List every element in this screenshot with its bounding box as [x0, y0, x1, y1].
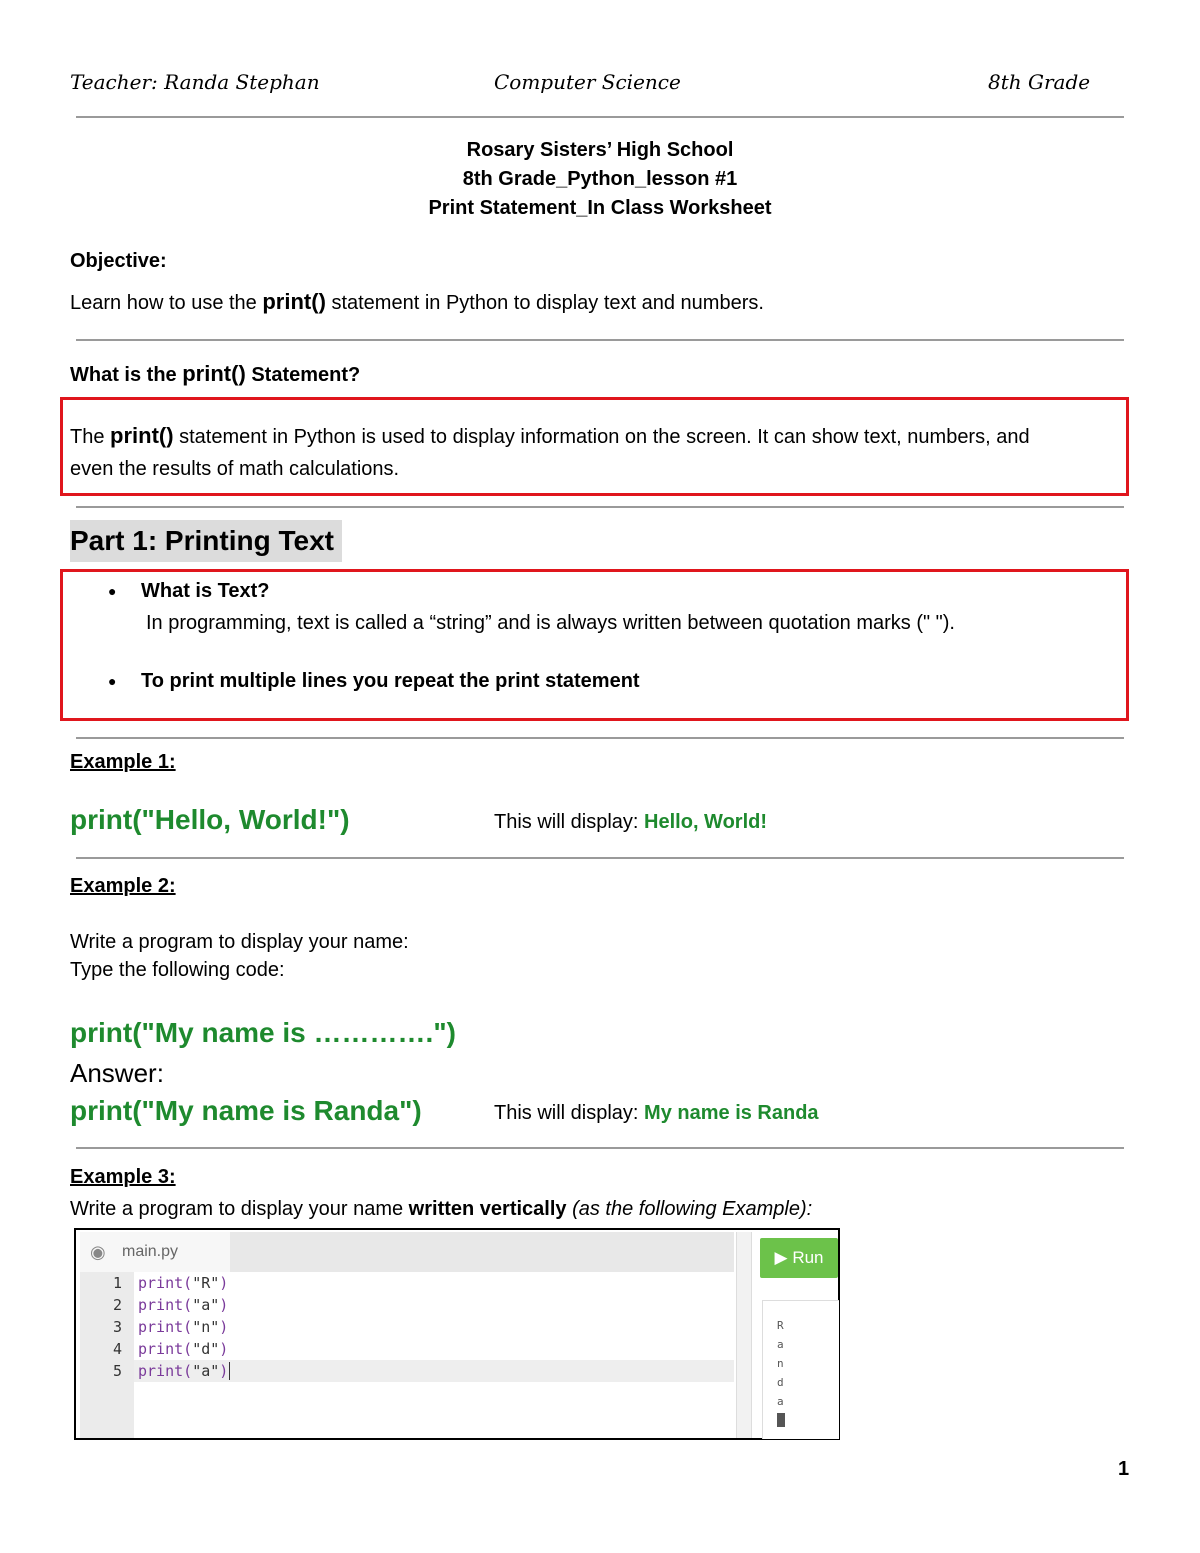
output-console	[762, 1300, 839, 1439]
line-number: 1	[112, 1274, 122, 1292]
code-fn: print(	[138, 1340, 193, 1358]
example2-display-label: This will display:	[494, 1102, 645, 1124]
run-button[interactable]	[760, 1238, 838, 1278]
output-char: n	[777, 1357, 784, 1370]
output-char: a	[777, 1395, 784, 1408]
objective-text-post: statement in Python to display text and numbers.	[325, 292, 764, 314]
answer-label: Answer:	[70, 1058, 164, 1088]
text-cursor	[229, 1362, 230, 1380]
line-number: 2	[112, 1296, 122, 1314]
code-fn: print(	[138, 1296, 193, 1314]
editor-tab-bar	[80, 1232, 734, 1272]
code-line[interactable]	[138, 1274, 228, 1292]
code-fn: print(	[138, 1362, 193, 1380]
output-char: d	[777, 1376, 784, 1389]
code-close: )	[219, 1362, 229, 1380]
objective-heading: Objective:	[70, 250, 167, 272]
definition-line-1	[70, 423, 1030, 449]
code-close: )	[219, 1318, 229, 1336]
example3-text-pre: Write a program to display your name	[70, 1198, 409, 1220]
output-char: R	[777, 1319, 784, 1332]
line-number: 3	[112, 1318, 122, 1336]
example1-display-value: Hello, World!	[644, 811, 768, 833]
line-number: 5	[112, 1362, 122, 1380]
code-fn: print(	[138, 1318, 193, 1336]
what-is-heading-code: print()	[182, 361, 246, 386]
definition-pre: The	[70, 426, 111, 448]
output-char: a	[777, 1338, 784, 1351]
objective-code: print()	[262, 289, 326, 314]
code-arg: "a"	[192, 1362, 220, 1380]
code-editor-screenshot	[74, 1228, 840, 1440]
example3-label: Example 3:	[70, 1166, 176, 1188]
code-line[interactable]	[138, 1362, 230, 1380]
bullet-1-icon: ●	[108, 583, 117, 599]
definition-code: print()	[110, 423, 174, 448]
bullet-1-title: What is Text?	[141, 580, 270, 602]
answer-code: print("My name is Randa")	[70, 1095, 422, 1126]
code-close: )	[219, 1274, 229, 1292]
play-icon: ▶	[774, 1248, 788, 1267]
line-number: 4	[112, 1340, 122, 1358]
header-teacher: Teacher: Randa Stephan	[70, 70, 320, 94]
editor-tab-main[interactable]	[80, 1232, 230, 1272]
code-close: )	[219, 1296, 229, 1314]
example2-line-2: Type the following code:	[70, 959, 285, 981]
example2-code: print("My name is ………….")	[70, 1017, 456, 1048]
editor-tab-filename: main.py	[122, 1243, 179, 1260]
example3-text-bold: written vertically	[408, 1198, 567, 1220]
code-close: )	[219, 1340, 229, 1358]
header-subject: Computer Science	[494, 70, 681, 94]
code-line[interactable]	[138, 1340, 228, 1358]
part1-heading: Part 1: Printing Text	[70, 525, 334, 556]
header-divider	[76, 116, 1124, 118]
example1-code: print("Hello, World!")	[70, 804, 350, 835]
school-name: Rosary Sisters’ High School	[466, 139, 734, 161]
what-is-heading-pre: What is the	[70, 364, 183, 386]
example3-text	[70, 1198, 812, 1221]
objective-text	[70, 289, 764, 315]
code-arg: "n"	[192, 1318, 220, 1336]
definition-line-1-text: statement in Python is used to display information on the screen. It can show text, numbers, and	[173, 426, 1030, 448]
divider-3	[76, 737, 1124, 739]
divider-5	[76, 1147, 1124, 1149]
bullet-2-text: To print multiple lines you repeat the print statement	[141, 670, 640, 692]
code-line[interactable]	[138, 1296, 228, 1314]
run-label: Run	[792, 1248, 824, 1267]
panel-splitter[interactable]	[736, 1232, 752, 1438]
code-arg: "a"	[192, 1296, 220, 1314]
what-is-heading	[70, 361, 360, 387]
example1-label: Example 1:	[70, 751, 176, 773]
divider-4	[76, 857, 1124, 859]
console-cursor	[777, 1413, 785, 1427]
what-is-heading-post: Statement?	[245, 364, 361, 386]
code-line[interactable]	[138, 1318, 228, 1336]
worksheet-title: Print Statement_In Class Worksheet	[428, 197, 772, 219]
example2-display	[494, 1102, 819, 1125]
divider-2	[76, 506, 1124, 508]
example3-text-italic: (as the following Example):	[566, 1198, 813, 1220]
objective-text-pre: Learn how to use the	[70, 292, 263, 314]
header-grade: 8th Grade	[988, 70, 1091, 94]
code-fn: print(	[138, 1274, 193, 1292]
code-arg: "d"	[192, 1340, 220, 1358]
code-arg: "R"	[192, 1274, 220, 1292]
divider-1	[76, 339, 1124, 341]
page-number: 1	[1118, 1458, 1130, 1480]
example2-label: Example 2:	[70, 875, 176, 897]
line-number-gutter	[80, 1272, 134, 1438]
example2-display-value: My name is Randa	[644, 1102, 819, 1124]
bullet-2-icon: ●	[108, 673, 117, 689]
example2-line-1: Write a program to display your name:	[70, 931, 409, 953]
lesson-title: 8th Grade_Python_lesson #1	[462, 168, 738, 190]
bullet-1-text: In programming, text is called a “string” and is always written between quotation marks (" ").	[146, 612, 955, 634]
example1-display	[494, 811, 767, 834]
python-icon: ◉	[90, 1242, 106, 1262]
definition-line-2: even the results of math calculations.	[70, 458, 400, 480]
example1-display-label: This will display:	[494, 811, 645, 833]
